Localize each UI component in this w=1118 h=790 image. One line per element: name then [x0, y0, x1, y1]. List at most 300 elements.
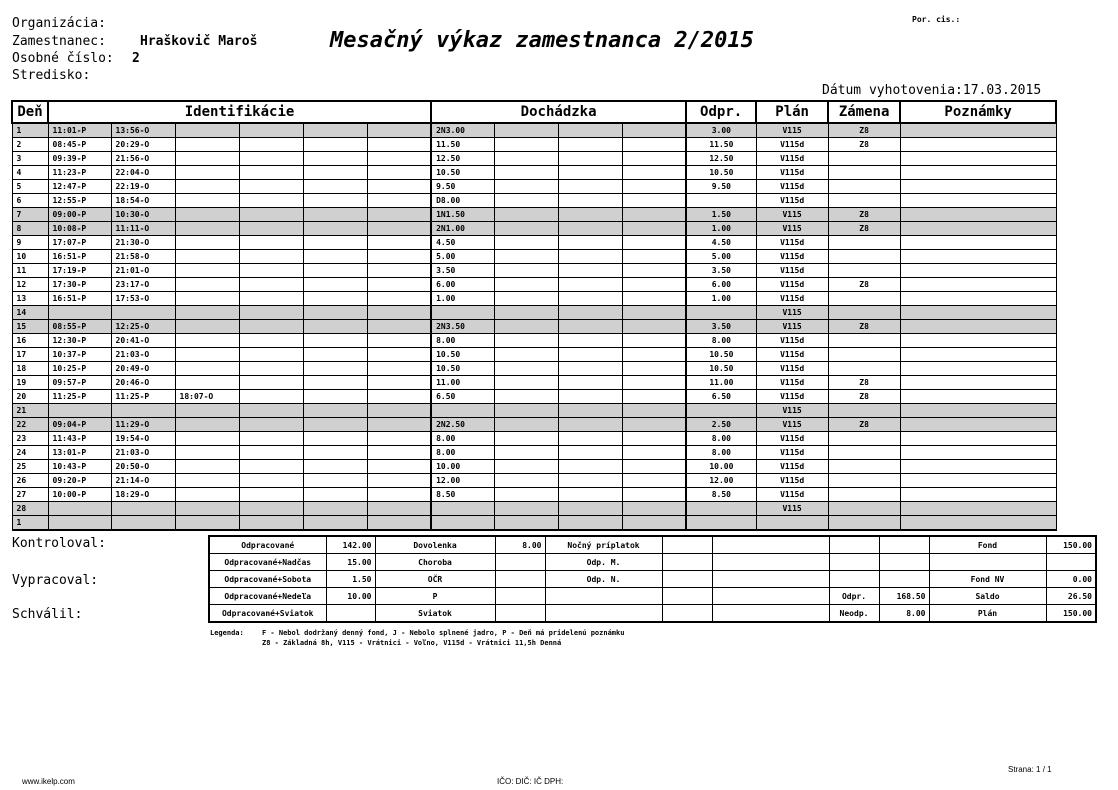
identification-cell: [175, 334, 239, 348]
identification-cell: [175, 502, 239, 516]
summary-cell: 10.00: [326, 588, 375, 605]
attendance-cell: [622, 123, 686, 138]
substitute-cell: [828, 348, 900, 362]
identification-cell: [175, 320, 239, 334]
attendance-cell: [494, 166, 558, 180]
identification-cell: 10:30-O: [111, 208, 175, 222]
attendance-cell: [558, 250, 622, 264]
summary-cell: 8.00: [879, 605, 929, 623]
worked-cell: [686, 502, 756, 516]
summary-cell: [662, 588, 712, 605]
summary-cell: Odpracované+Nadčas: [209, 554, 326, 571]
plan-cell: V115d: [756, 474, 828, 488]
identification-cell: 20:46-O: [111, 376, 175, 390]
notes-cell: [900, 306, 1056, 320]
notes-cell: [900, 320, 1056, 334]
header-worked: Odpr.: [686, 101, 756, 123]
identification-cell: [239, 474, 303, 488]
summary-cell: 150.00: [1046, 536, 1096, 554]
table-row: [12, 432, 1056, 446]
worked-cell: 3.50: [686, 264, 756, 278]
substitute-cell: [828, 432, 900, 446]
identification-cell: [367, 264, 431, 278]
identification-cell: [239, 516, 303, 531]
table-row: [12, 250, 1056, 264]
identification-cell: 20:50-O: [111, 460, 175, 474]
identification-cell: [175, 166, 239, 180]
identification-cell: 12:25-O: [111, 320, 175, 334]
plan-cell: V115d: [756, 334, 828, 348]
summary-cell: [1046, 554, 1096, 571]
identification-cell: [303, 123, 367, 138]
identification-cell: 11:29-O: [111, 418, 175, 432]
substitute-cell: [828, 334, 900, 348]
plan-cell: V115: [756, 502, 828, 516]
plan-cell: V115d: [756, 138, 828, 152]
summary-cell: Fond: [929, 536, 1046, 554]
plan-cell: V115d: [756, 180, 828, 194]
identification-cell: [239, 194, 303, 208]
attendance-cell: [494, 292, 558, 306]
identification-cell: [367, 502, 431, 516]
identification-cell: 10:08-P: [48, 222, 111, 236]
attendance-cell: 6.00: [431, 278, 494, 292]
attendance-cell: [622, 180, 686, 194]
substitute-cell: [828, 264, 900, 278]
day-cell: 2: [12, 138, 48, 152]
summary-cell: Odpracované+Nedeľa: [209, 588, 326, 605]
identification-cell: [367, 194, 431, 208]
identification-cell: 22:04-O: [111, 166, 175, 180]
plan-cell: V115: [756, 208, 828, 222]
attendance-cell: [558, 180, 622, 194]
plan-cell: V115d: [756, 446, 828, 460]
attendance-cell: 3.50: [431, 264, 494, 278]
employee-name: Hraškovič Maroš: [140, 34, 258, 49]
attendance-cell: [558, 432, 622, 446]
identification-cell: 09:00-P: [48, 208, 111, 222]
table-row: [12, 474, 1056, 488]
summary-cell: [326, 605, 375, 623]
identification-cell: [367, 123, 431, 138]
identification-cell: [303, 236, 367, 250]
summary-cell: [662, 536, 712, 554]
worked-cell: 1.00: [686, 292, 756, 306]
substitute-cell: [828, 236, 900, 250]
attendance-cell: [622, 404, 686, 418]
approved-by-label: Schválil:: [12, 607, 83, 622]
summary-row: [209, 588, 1096, 605]
summary-cell: [495, 588, 545, 605]
attendance-cell: [622, 250, 686, 264]
worked-cell: 6.50: [686, 390, 756, 404]
attendance-cell: [494, 278, 558, 292]
identification-cell: [239, 306, 303, 320]
day-cell: 11: [12, 264, 48, 278]
identification-cell: [239, 446, 303, 460]
summary-cell: Odpracované+Sobota: [209, 571, 326, 588]
worked-cell: 9.50: [686, 180, 756, 194]
identification-cell: [48, 502, 111, 516]
identification-cell: [175, 516, 239, 531]
attendance-cell: [494, 320, 558, 334]
summary-cell: [712, 554, 829, 571]
summary-cell: Nočný príplatok: [545, 536, 662, 554]
table-row: [12, 264, 1056, 278]
worked-cell: 12.50: [686, 152, 756, 166]
identification-cell: [175, 236, 239, 250]
identification-cell: [239, 208, 303, 222]
identification-cell: [175, 123, 239, 138]
identification-cell: 17:19-P: [48, 264, 111, 278]
notes-cell: [900, 348, 1056, 362]
worked-cell: 4.50: [686, 236, 756, 250]
identification-cell: [239, 292, 303, 306]
substitute-cell: Z8: [828, 138, 900, 152]
table-row: [12, 418, 1056, 432]
summary-cell: Choroba: [375, 554, 495, 571]
worked-cell: 8.00: [686, 334, 756, 348]
notes-cell: [900, 292, 1056, 306]
identification-cell: 12:55-P: [48, 194, 111, 208]
worked-cell: [686, 306, 756, 320]
substitute-cell: [828, 516, 900, 531]
attendance-cell: [494, 516, 558, 531]
table-row: [12, 152, 1056, 166]
footer-page-number: Strana: 1 / 1: [1008, 765, 1052, 774]
attendance-cell: 10.00: [431, 460, 494, 474]
identification-cell: [175, 418, 239, 432]
identification-cell: [367, 152, 431, 166]
attendance-cell: [494, 446, 558, 460]
summary-cell: [662, 571, 712, 588]
attendance-cell: [494, 152, 558, 166]
substitute-cell: [828, 306, 900, 320]
notes-cell: [900, 222, 1056, 236]
identification-cell: [303, 334, 367, 348]
identification-cell: [239, 236, 303, 250]
summary-cell: 1.50: [326, 571, 375, 588]
identification-cell: [303, 138, 367, 152]
attendance-cell: [494, 123, 558, 138]
identification-cell: [367, 334, 431, 348]
identification-cell: [367, 390, 431, 404]
identification-cell: 09:57-P: [48, 376, 111, 390]
summary-cell: 150.00: [1046, 605, 1096, 623]
notes-cell: [900, 250, 1056, 264]
identification-cell: [367, 404, 431, 418]
attendance-cell: [622, 488, 686, 502]
identification-cell: [48, 404, 111, 418]
attendance-cell: 11.50: [431, 138, 494, 152]
attendance-cell: 8.00: [431, 432, 494, 446]
attendance-cell: [494, 306, 558, 320]
attendance-cell: [622, 166, 686, 180]
attendance-cell: D8.00: [431, 194, 494, 208]
plan-cell: V115: [756, 404, 828, 418]
identification-cell: [303, 278, 367, 292]
attendance-cell: [558, 138, 622, 152]
worked-cell: 8.00: [686, 446, 756, 460]
worked-cell: 8.00: [686, 432, 756, 446]
identification-cell: [367, 306, 431, 320]
identification-cell: 08:55-P: [48, 320, 111, 334]
identification-cell: 21:03-O: [111, 348, 175, 362]
worked-cell: 10.00: [686, 460, 756, 474]
worked-cell: 10.50: [686, 348, 756, 362]
notes-cell: [900, 418, 1056, 432]
table-row: [12, 516, 1056, 531]
identification-cell: [303, 502, 367, 516]
identification-cell: [303, 404, 367, 418]
day-cell: 19: [12, 376, 48, 390]
summary-row: [209, 536, 1096, 554]
identification-cell: [367, 320, 431, 334]
notes-cell: [900, 138, 1056, 152]
plan-cell: V115d: [756, 236, 828, 250]
attendance-cell: [494, 418, 558, 432]
summary-cell: Odp. N.: [545, 571, 662, 588]
identification-cell: 18:54-O: [111, 194, 175, 208]
identification-cell: [239, 278, 303, 292]
substitute-cell: Z8: [828, 390, 900, 404]
identification-cell: 11:25-P: [111, 390, 175, 404]
summary-cell: [829, 571, 879, 588]
plan-cell: V115d: [756, 348, 828, 362]
identification-cell: [111, 404, 175, 418]
attendance-cell: [622, 502, 686, 516]
attendance-cell: [622, 236, 686, 250]
identification-cell: [367, 516, 431, 531]
summary-cell: [829, 554, 879, 571]
identification-cell: [239, 502, 303, 516]
identification-cell: 18:29-O: [111, 488, 175, 502]
identification-cell: [239, 362, 303, 376]
date-generated: Dátum vyhotovenia:17.03.2015: [822, 83, 1042, 98]
plan-cell: V115d: [756, 362, 828, 376]
attendance-cell: 5.00: [431, 250, 494, 264]
day-cell: 1: [12, 516, 48, 531]
summary-row: [209, 571, 1096, 588]
summary-cell: [712, 571, 829, 588]
identification-cell: [367, 432, 431, 446]
table-row: [12, 362, 1056, 376]
attendance-cell: [558, 166, 622, 180]
identification-cell: [239, 348, 303, 362]
table-row: [12, 123, 1056, 138]
center-label: Stredisko:: [12, 68, 91, 83]
attendance-cell: 10.50: [431, 348, 494, 362]
attendance-cell: [622, 334, 686, 348]
notes-cell: [900, 194, 1056, 208]
notes-cell: [900, 166, 1056, 180]
table-row: [12, 502, 1056, 516]
summary-cell: Sviatok: [375, 605, 495, 623]
identification-cell: [239, 460, 303, 474]
identification-cell: [239, 222, 303, 236]
worked-cell: [686, 194, 756, 208]
worked-cell: 10.50: [686, 166, 756, 180]
notes-cell: [900, 236, 1056, 250]
day-cell: 10: [12, 250, 48, 264]
substitute-cell: [828, 362, 900, 376]
day-cell: 12: [12, 278, 48, 292]
day-cell: 15: [12, 320, 48, 334]
notes-cell: [900, 180, 1056, 194]
table-row: [12, 306, 1056, 320]
identification-cell: 20:29-O: [111, 138, 175, 152]
plan-cell: V115: [756, 306, 828, 320]
summary-cell: Fond NV: [929, 571, 1046, 588]
identification-cell: [303, 264, 367, 278]
identification-cell: [367, 250, 431, 264]
identification-cell: [303, 180, 367, 194]
identification-cell: [303, 166, 367, 180]
identification-cell: [175, 250, 239, 264]
identification-cell: [175, 306, 239, 320]
summary-cell: [495, 605, 545, 623]
identification-cell: [175, 278, 239, 292]
plan-cell: V115d: [756, 390, 828, 404]
identification-cell: [175, 138, 239, 152]
identification-cell: 22:19-O: [111, 180, 175, 194]
identification-cell: 13:56-O: [111, 123, 175, 138]
header-attendance: Dochádzka: [431, 101, 686, 123]
worked-cell: 1.00: [686, 222, 756, 236]
page-title: Mesačný výkaz zamestnanca 2/2015: [330, 28, 754, 53]
attendance-cell: 10.50: [431, 166, 494, 180]
identification-cell: [367, 292, 431, 306]
identification-cell: 12:47-P: [48, 180, 111, 194]
worked-cell: [686, 404, 756, 418]
identification-cell: [175, 152, 239, 166]
identification-cell: [175, 446, 239, 460]
identification-cell: [111, 516, 175, 531]
table-row: [12, 404, 1056, 418]
day-cell: 5: [12, 180, 48, 194]
attendance-cell: [622, 194, 686, 208]
summary-cell: [829, 536, 879, 554]
identification-cell: 11:11-O: [111, 222, 175, 236]
summary-cell: [545, 588, 662, 605]
identification-cell: [239, 376, 303, 390]
identification-cell: [175, 488, 239, 502]
table-row: [12, 390, 1056, 404]
attendance-cell: [558, 278, 622, 292]
identification-cell: [303, 320, 367, 334]
substitute-cell: Z8: [828, 320, 900, 334]
plan-cell: V115d: [756, 250, 828, 264]
attendance-cell: 2N1.00: [431, 222, 494, 236]
attendance-cell: [494, 236, 558, 250]
summary-cell: [879, 536, 929, 554]
attendance-cell: [558, 306, 622, 320]
attendance-cell: [622, 306, 686, 320]
attendance-cell: [622, 320, 686, 334]
identification-cell: [303, 222, 367, 236]
identification-cell: [175, 264, 239, 278]
plan-cell: V115: [756, 222, 828, 236]
notes-cell: [900, 264, 1056, 278]
identification-cell: [367, 208, 431, 222]
summary-cell: Plán: [929, 605, 1046, 623]
identification-cell: [367, 278, 431, 292]
summary-cell: Neodp.: [829, 605, 879, 623]
substitute-cell: [828, 194, 900, 208]
attendance-cell: [494, 250, 558, 264]
identification-cell: [48, 306, 111, 320]
worked-cell: 3.50: [686, 320, 756, 334]
attendance-cell: 2N2.50: [431, 418, 494, 432]
plan-cell: V115d: [756, 292, 828, 306]
attendance-cell: 2N3.00: [431, 123, 494, 138]
summary-cell: Dovolenka: [375, 536, 495, 554]
identification-cell: [175, 376, 239, 390]
attendance-cell: [622, 390, 686, 404]
notes-cell: [900, 488, 1056, 502]
substitute-cell: Z8: [828, 123, 900, 138]
summary-cell: 15.00: [326, 554, 375, 571]
identification-cell: 21:14-O: [111, 474, 175, 488]
table-row: [12, 376, 1056, 390]
notes-cell: [900, 376, 1056, 390]
identification-cell: [239, 320, 303, 334]
identification-cell: [303, 362, 367, 376]
day-cell: 27: [12, 488, 48, 502]
identification-cell: [175, 348, 239, 362]
sequence-label: Por. cis.:: [912, 15, 961, 24]
identification-cell: 11:23-P: [48, 166, 111, 180]
day-cell: 26: [12, 474, 48, 488]
identification-cell: 13:01-P: [48, 446, 111, 460]
notes-cell: [900, 334, 1056, 348]
plan-cell: V115d: [756, 278, 828, 292]
attendance-cell: [622, 376, 686, 390]
identification-cell: 17:30-P: [48, 278, 111, 292]
attendance-cell: [622, 446, 686, 460]
attendance-cell: 6.50: [431, 390, 494, 404]
identification-cell: [303, 306, 367, 320]
notes-cell: [900, 404, 1056, 418]
attendance-cell: 8.00: [431, 334, 494, 348]
substitute-cell: [828, 180, 900, 194]
attendance-cell: [494, 362, 558, 376]
substitute-cell: Z8: [828, 278, 900, 292]
attendance-cell: [622, 432, 686, 446]
summary-cell: OČR: [375, 571, 495, 588]
attendance-cell: [622, 138, 686, 152]
notes-cell: [900, 516, 1056, 531]
identification-cell: 21:56-O: [111, 152, 175, 166]
attendance-cell: 1N1.50: [431, 208, 494, 222]
plan-cell: V115: [756, 320, 828, 334]
worked-cell: 10.50: [686, 362, 756, 376]
table-header-row: [12, 101, 1056, 123]
worked-cell: 11.00: [686, 376, 756, 390]
identification-cell: 16:51-P: [48, 292, 111, 306]
summary-cell: P: [375, 588, 495, 605]
identification-cell: [239, 404, 303, 418]
identification-cell: [239, 488, 303, 502]
identification-cell: [367, 236, 431, 250]
summary-cell: 142.00: [326, 536, 375, 554]
identification-cell: [303, 474, 367, 488]
day-cell: 23: [12, 432, 48, 446]
identification-cell: [367, 460, 431, 474]
notes-cell: [900, 446, 1056, 460]
table-row: [12, 488, 1056, 502]
identification-cell: [175, 362, 239, 376]
